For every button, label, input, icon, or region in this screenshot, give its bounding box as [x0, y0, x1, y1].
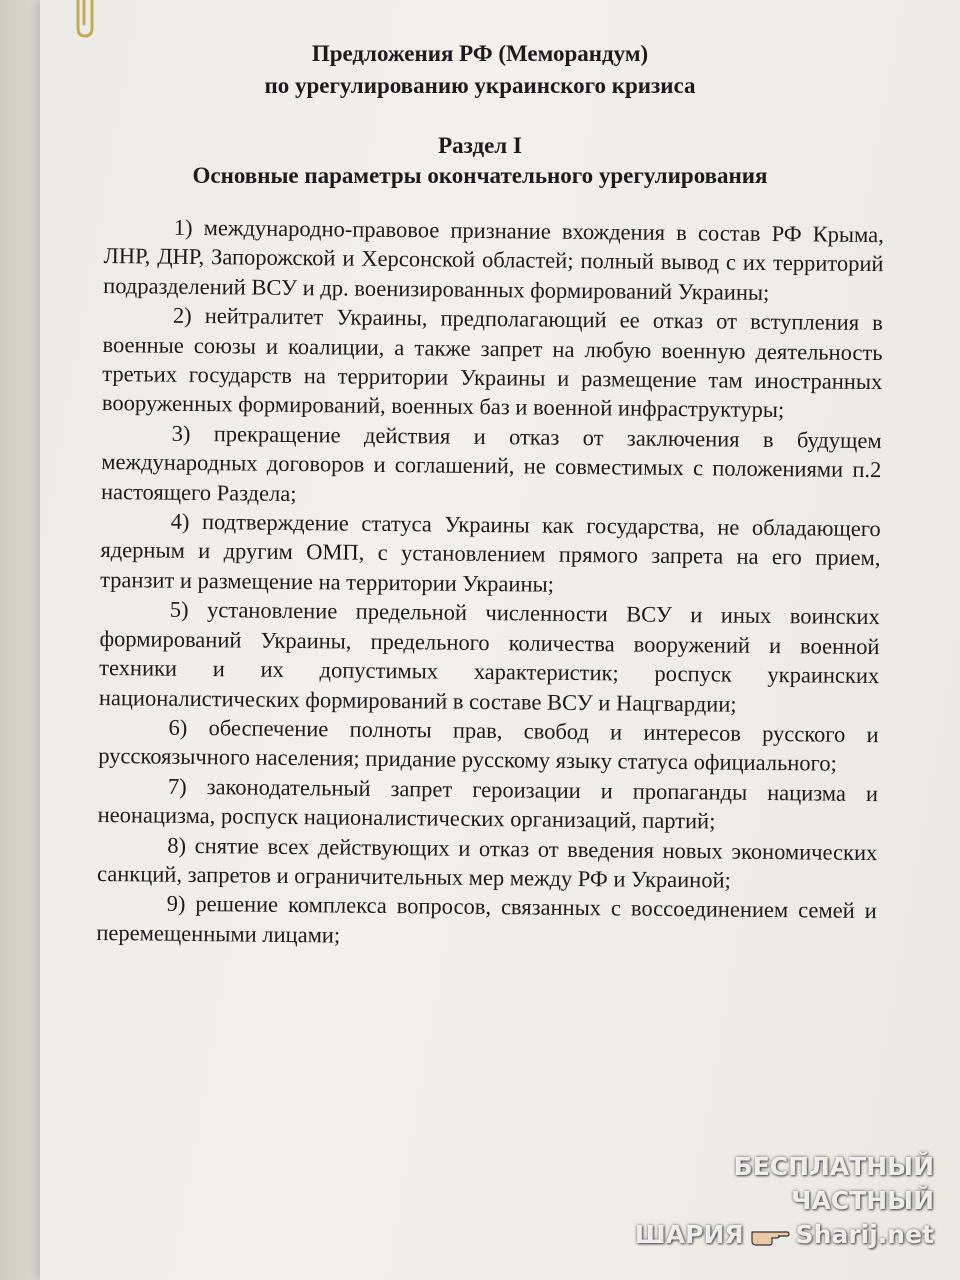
watermark — [604, 1150, 934, 1252]
document-title-line2: по урегулированию украинского кризиса — [264, 73, 696, 98]
list-item: 9) решение комплекса вопросов, связанных с воссоединением семей и перемещенными лицами; — [96, 891, 877, 948]
list-item: 5) установление предельной численности ВСУ и иных воинских формирований Украины, предельного количества вооружений и военной техники и их допустимых характеристик; роспуск украинских националистических формирований в составе ВСУ и Нацгвардии; — [98, 596, 880, 717]
watermark-line2 — [604, 1218, 934, 1252]
list-item: 8) снятие всех действующих и отказ от введения новых экономических санкций, запретов и ограничительных мер между РФ и Украиной; — [96, 832, 878, 893]
document-title-line1: Предложения РФ (Меморандум) — [311, 41, 649, 66]
watermark-line1: БЕСПЛАТНЫЙ ЧАСТНЫЙ — [733, 1152, 934, 1215]
section-label: Раздел I — [438, 133, 522, 158]
pointing-hand-icon — [750, 1224, 790, 1246]
paper-clip-icon — [70, 0, 104, 40]
list-item: 7) законодательный запрет героизации и пропаганды нацизма и неонацизма, роспуск националистических организаций, партий; — [97, 773, 879, 834]
section-title: Основные параметры окончательного урегулирования — [192, 163, 768, 188]
document-body — [96, 212, 884, 955]
background-page-edge — [0, 0, 40, 1280]
list-item: 6) обеспечение полноты прав, свобод и интересов русского и русскоязычного населения; придание русскому языку статуса официального; — [98, 714, 879, 777]
list-item: 2) нейтралитет Украины, предполагающий ее отказ от вступления в военные союзы и коалиции, а также запрет на любую военную деятельность третьих государств на территории Украины и размещение там иностранных вооруженных формирований, военных баз и военной инфраструктуры; — [101, 302, 884, 423]
list-item: 1) международно-правовое признание вхождения в состав РФ Крыма, ЛНР, ДНР, Запорожской и Херсонской областей; полный вывод с их территорий подразделений ВСУ и др. военизированных формирований Украины; — [103, 214, 884, 305]
list-item: 3) прекращение действия и отказ от заключения в будущем международных договоров и соглашений, не совместимых с положениями п.2 настоящего Раздела; — [100, 420, 882, 506]
list-item: 4) подтверждение статуса Украины как государства, не обладающего ядерным и другим ОМП, с установлением прямого запрета на его прием, транзит и размещение на территории Украины; — [100, 508, 881, 597]
watermark-left-text: ШАРИЯ — [634, 1220, 744, 1249]
watermark-site-text: Sharij.net — [795, 1220, 934, 1249]
